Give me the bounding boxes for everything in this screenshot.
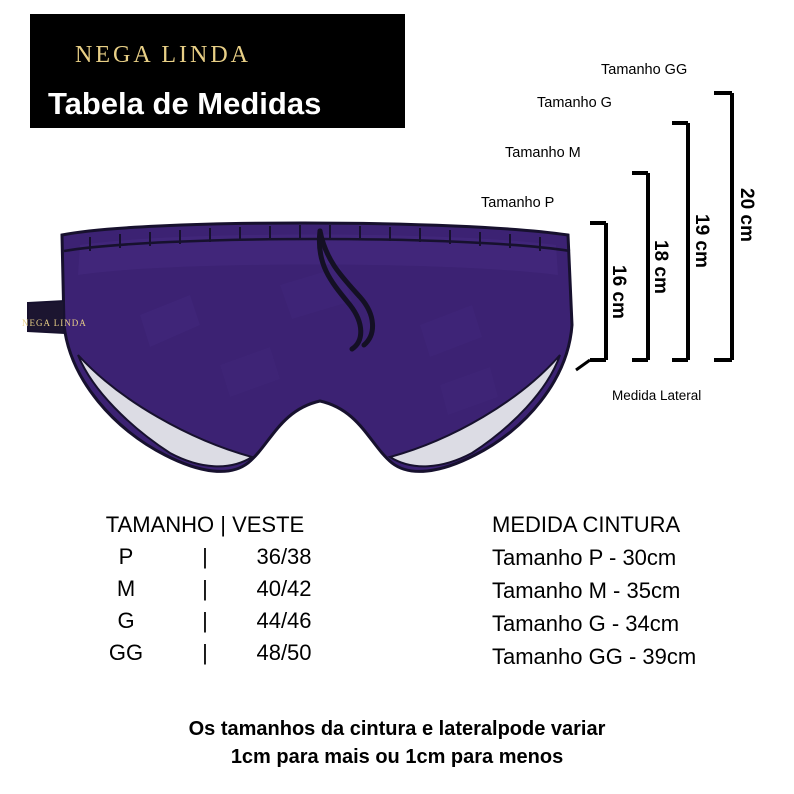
bracket-value-g: 19 cm (691, 214, 712, 268)
footer-line-1: Os tamanhos da cintura e lateralpode variar (188, 718, 606, 740)
row-separator: | (202, 640, 208, 665)
brand-name: NEGA LINDA (75, 42, 251, 68)
fit-cell: 48/50 (256, 640, 312, 665)
page-title: Tabela de Medidas (48, 86, 322, 121)
list-item: Tamanho P - 30cm (492, 545, 677, 570)
waist-table (492, 512, 792, 670)
bracket-label-m: Tamanho M (505, 145, 581, 161)
fit-cell: 44/46 (256, 608, 312, 633)
size-cell: G (117, 608, 135, 633)
row-separator: | (202, 608, 208, 633)
garment-tag-label: NEGA LINDA (22, 318, 87, 328)
fit-cell: 36/38 (256, 544, 312, 569)
table-row (40, 608, 370, 634)
footer-line-2: 1cm para mais ou 1cm para menos (230, 746, 564, 768)
bracket-value-gg: 20 cm (736, 188, 757, 242)
garment-illustration (20, 205, 600, 495)
size-table (40, 512, 370, 666)
row-separator: | (202, 576, 208, 601)
bracket-value-p: 16 cm (608, 265, 629, 319)
table-row (40, 576, 370, 602)
size-cell: P (118, 544, 134, 569)
waist-table-header: MEDIDA CINTURA (492, 512, 681, 537)
brand-block (30, 14, 405, 80)
table-row (40, 544, 370, 570)
list-item: Tamanho GG - 39cm (492, 644, 697, 669)
bracket-label-g: Tamanho G (537, 95, 612, 111)
size-cell: M (116, 576, 136, 601)
fit-cell: 40/42 (256, 576, 312, 601)
footer-note (0, 715, 794, 771)
lateral-measure-caption: Medida Lateral (612, 388, 702, 403)
list-item: Tamanho M - 35cm (492, 578, 681, 603)
size-cell: GG (108, 640, 144, 665)
row-separator: | (202, 544, 208, 569)
title-block (30, 80, 405, 128)
measurement-brackets (560, 60, 794, 420)
table-row (40, 640, 370, 666)
bracket-value-m: 18 cm (650, 240, 671, 294)
size-table-header: TAMANHO | VESTE (105, 512, 305, 537)
list-item: Tamanho G - 34cm (492, 611, 680, 636)
bracket-label-p: Tamanho P (481, 195, 555, 211)
bracket-label-gg: Tamanho GG (601, 62, 688, 78)
